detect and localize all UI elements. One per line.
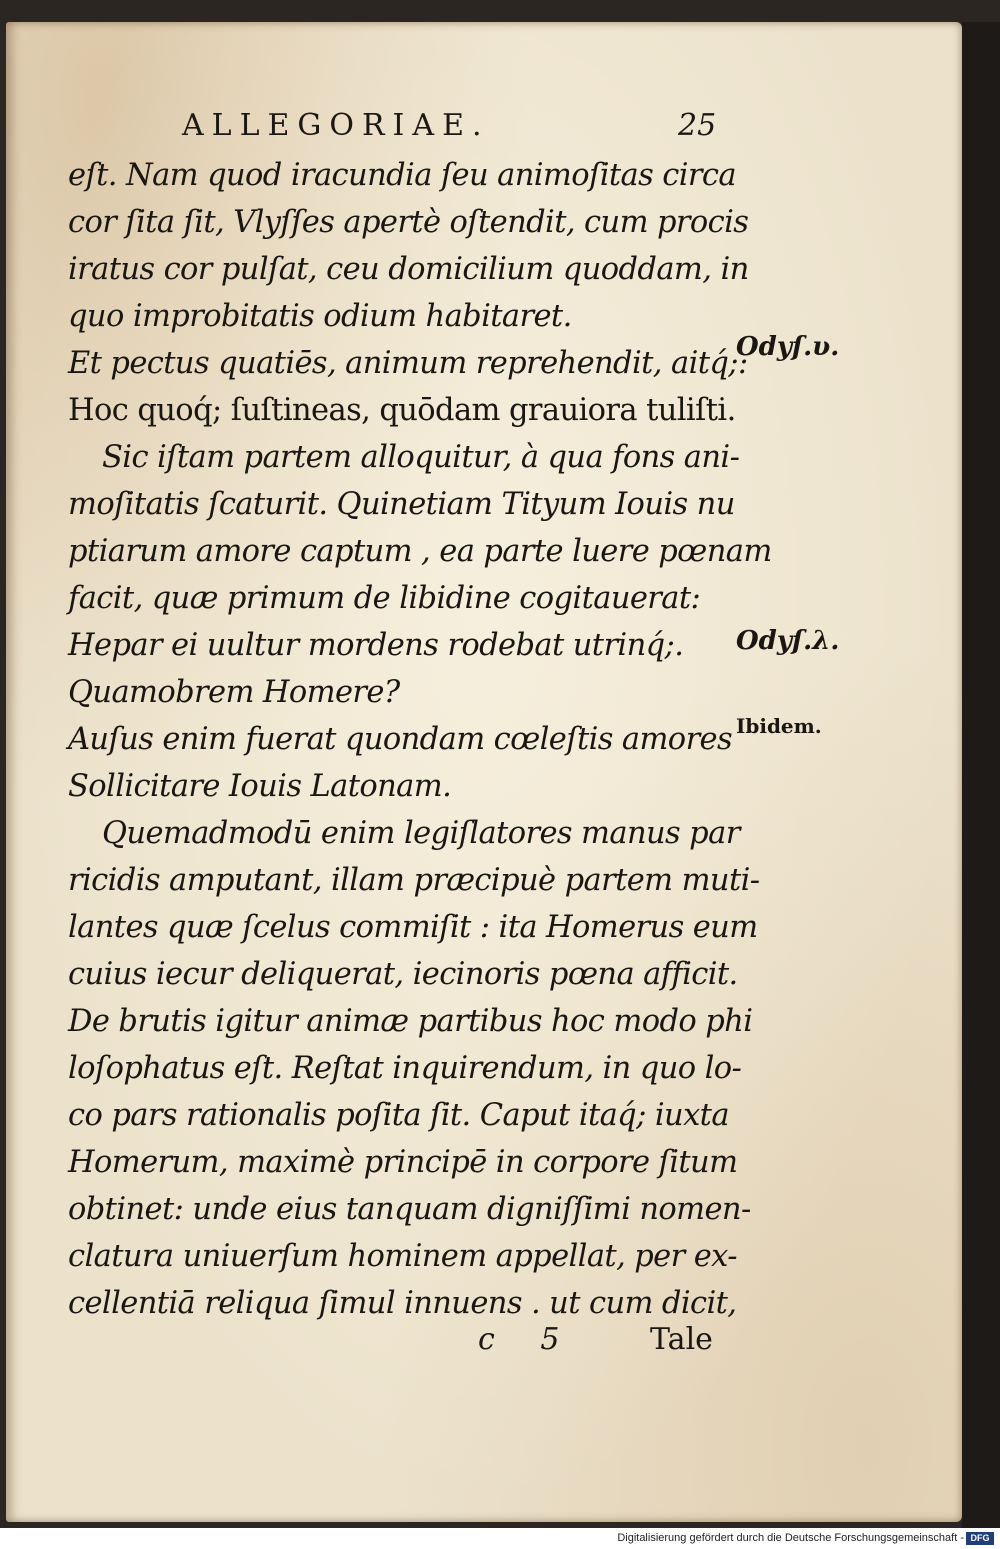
text-line: iratus cor pulſat, ceu domicilium quoddam, in xyxy=(68,252,749,287)
text-line: Hepar ei uultur mordens rodebat utrinq́;. xyxy=(68,628,684,663)
text-line: facit, quæ primum de libidine cogitauerat: xyxy=(68,581,701,616)
dfg-logo: DFG xyxy=(966,1532,994,1545)
text-line: loſophatus eſt. Reſtat inquirendum, in quo lo- xyxy=(68,1051,742,1086)
margin-note-odyssey-upsilon: Odyſ.υ. xyxy=(736,332,840,362)
margin-note-odyssey-lambda: Odyſ.λ. xyxy=(736,626,840,656)
margin-note-ibidem: Ibidem. xyxy=(736,714,822,738)
text-line: Homerum, maximè principē in corpore ſitum xyxy=(68,1145,738,1180)
body-text xyxy=(68,152,772,1327)
text-line: obtinet: unde eius tanquam digniſſimi nomen- xyxy=(68,1192,751,1227)
text-line: cuius iecur deliquerat, iecinoris pœna afficit. xyxy=(68,957,738,992)
text-line: Et pectus quatiēs, animum reprehendit, aitq́;: xyxy=(68,346,748,381)
text-line: Sollicitare Iouis Latonam. xyxy=(68,769,452,804)
signature-mark: c 5 xyxy=(478,1322,578,1357)
text-line: moſitatis ſcaturit. Quinetiam Tityum Iouis nu xyxy=(68,487,735,522)
text-line: cellentiā reliqua ſimul innuens . ut cum dicit, xyxy=(68,1286,737,1321)
text-line: quo improbitatis odium habitaret. xyxy=(68,299,572,334)
running-head xyxy=(0,108,1000,148)
text-line: Hoc quoq́; ſuſtineas, quōdam grauiora tuliſti. xyxy=(68,393,736,428)
page-number: 25 xyxy=(678,108,717,143)
text-line: ricidis amputant, illam præcipuè partem muti- xyxy=(68,863,760,898)
text-line: Quemadmodū enim legiſlatores manus par xyxy=(102,816,740,851)
text-line: lantes quæ ſcelus commiſit : ita Homerus eum xyxy=(68,910,758,945)
text-line: ptiarum amore captum , ea parte luere pœnam xyxy=(68,534,772,569)
text-line: Auſus enim fuerat quondam cœleſtis amores xyxy=(68,722,733,757)
text-line: De brutis igitur animæ partibus hoc modo phi xyxy=(68,1004,753,1039)
digitization-credit: Digitalisierung gefördert durch die Deutsche Forschungsgemeinschaft - xyxy=(617,1532,964,1544)
text-line: cor ſita ſit, Vlyſſes apertè oſtendit, cum procis xyxy=(68,205,749,240)
text-line: clatura uniuerſum hominem appellat, per ex- xyxy=(68,1239,737,1274)
text-line: co pars rationalis poſita ſit. Caput itaq́; iuxta xyxy=(68,1098,729,1133)
book-edge xyxy=(962,22,1000,1528)
text-line: Sic iſtam partem alloquitur, à qua fons ani- xyxy=(102,440,740,475)
text-line: Quamobrem Homere? xyxy=(68,675,400,710)
running-title: ALLEGORIAE. xyxy=(182,108,490,143)
catchword: Tale xyxy=(650,1322,713,1357)
text-line: eſt. Nam quod iracundia ſeu animoſitas circa xyxy=(68,158,736,193)
